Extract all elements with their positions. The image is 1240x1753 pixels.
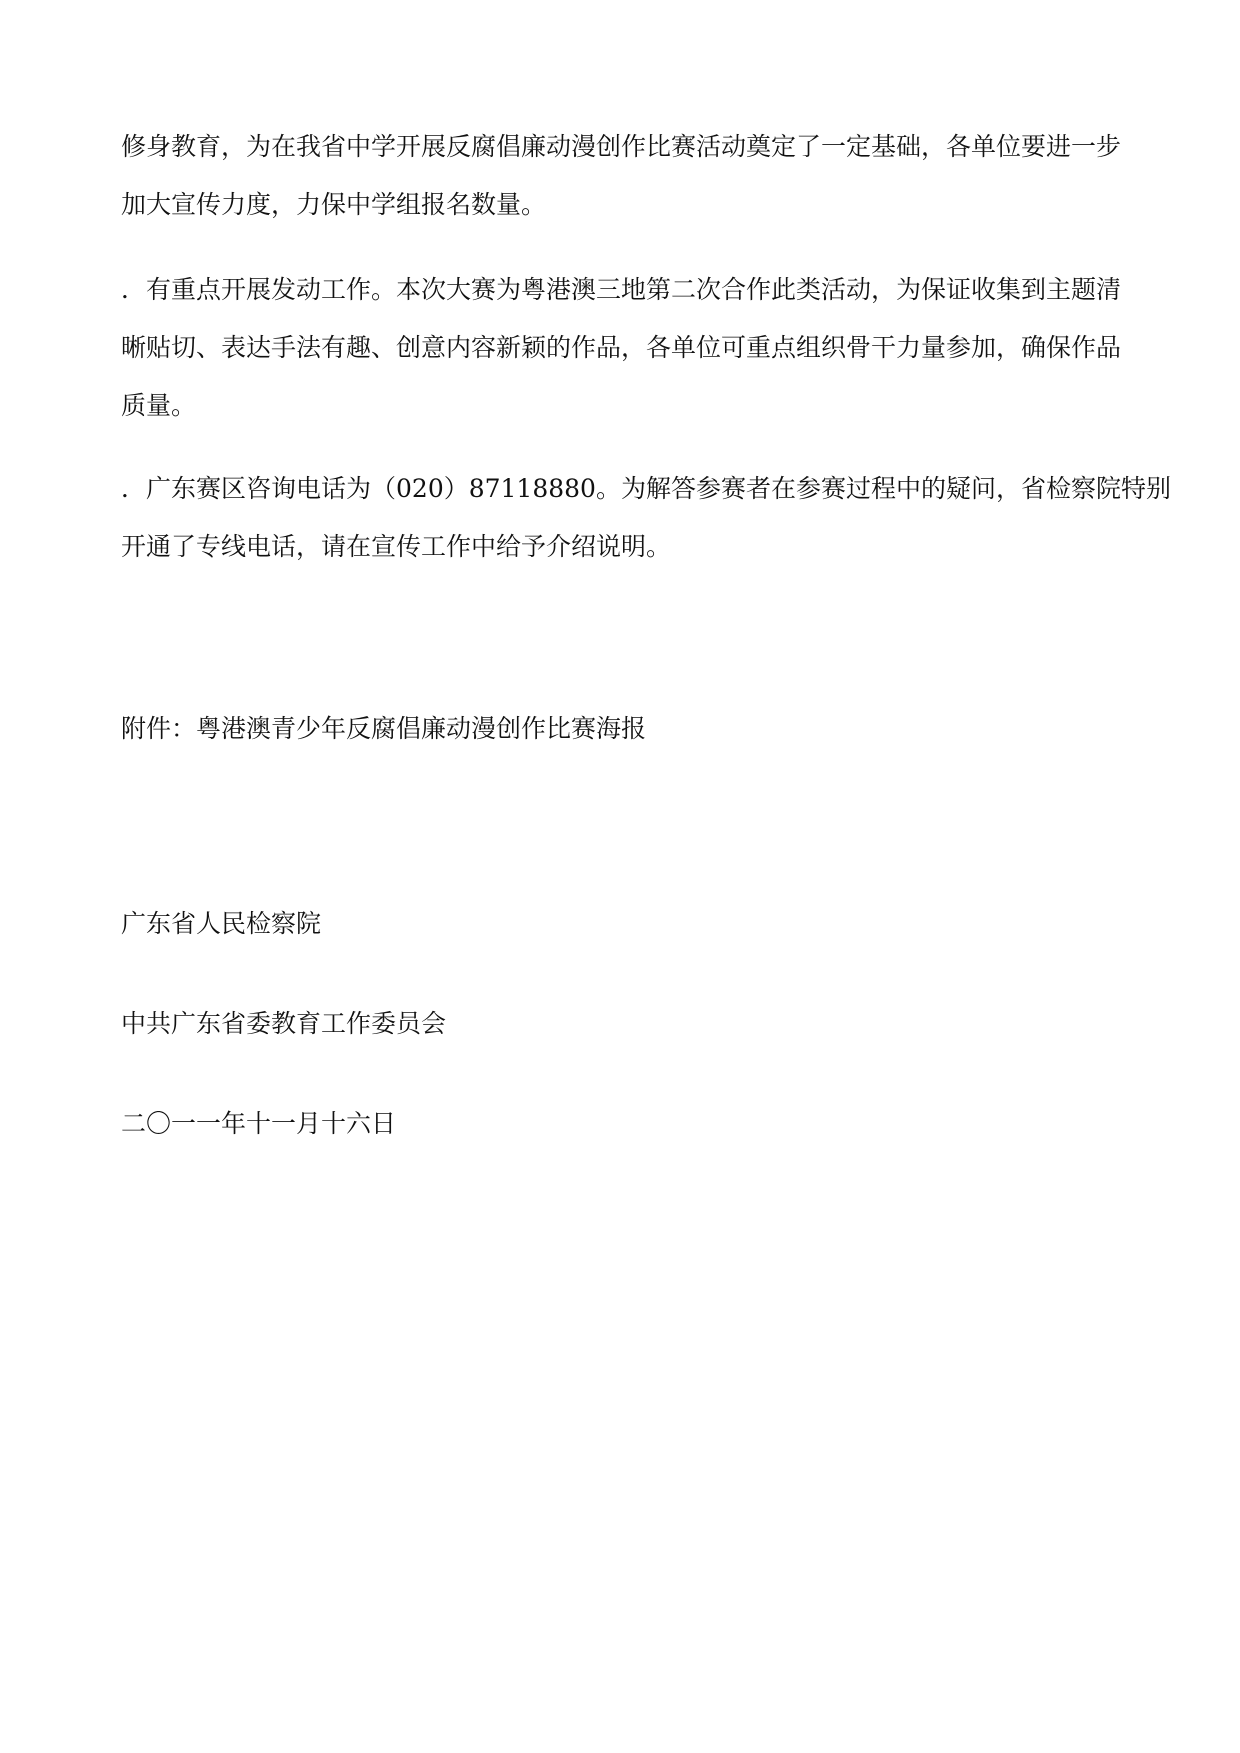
paragraph-hotline: [121, 460, 1171, 576]
paragraph-line: 修身教育，为在我省中学开展反腐倡廉动漫创作比赛活动奠定了一定基础，各单位要进一步: [121, 132, 1122, 161]
paragraph-line: ．有重点开展发动工作。本次大赛为粤港澳三地第二次合作此类活动，为保证收集到主题清: [121, 275, 1122, 304]
paragraph-line: 开通了专线电话，请在宣传工作中给予介绍说明。: [121, 532, 672, 561]
attachment-note: 附件：粤港澳青少年反腐倡廉动漫创作比赛海报: [121, 714, 647, 743]
signatory-education-committee: 中共广东省委教育工作委员会: [121, 1009, 447, 1038]
paragraph-line: 质量。: [121, 391, 197, 420]
paragraph-publicity: [121, 118, 1131, 234]
paragraph-line: ．广东赛区咨询电话为（020）87118880。为解答参赛者在参赛过程中的疑问，省检察院特别: [121, 474, 1171, 503]
paragraph-line: 晰贴切、表达手法有趣、创意内容新颖的作品，各单位可重点组织骨干力量参加，确保作品: [121, 333, 1122, 362]
signatory-procuratorate: 广东省人民检察院: [121, 909, 322, 938]
paragraph-mobilization: [121, 261, 1131, 435]
paragraph-line: 加大宣传力度，力保中学组报名数量。: [121, 190, 547, 219]
document-date: 二〇一一年十一月十六日: [121, 1109, 397, 1138]
